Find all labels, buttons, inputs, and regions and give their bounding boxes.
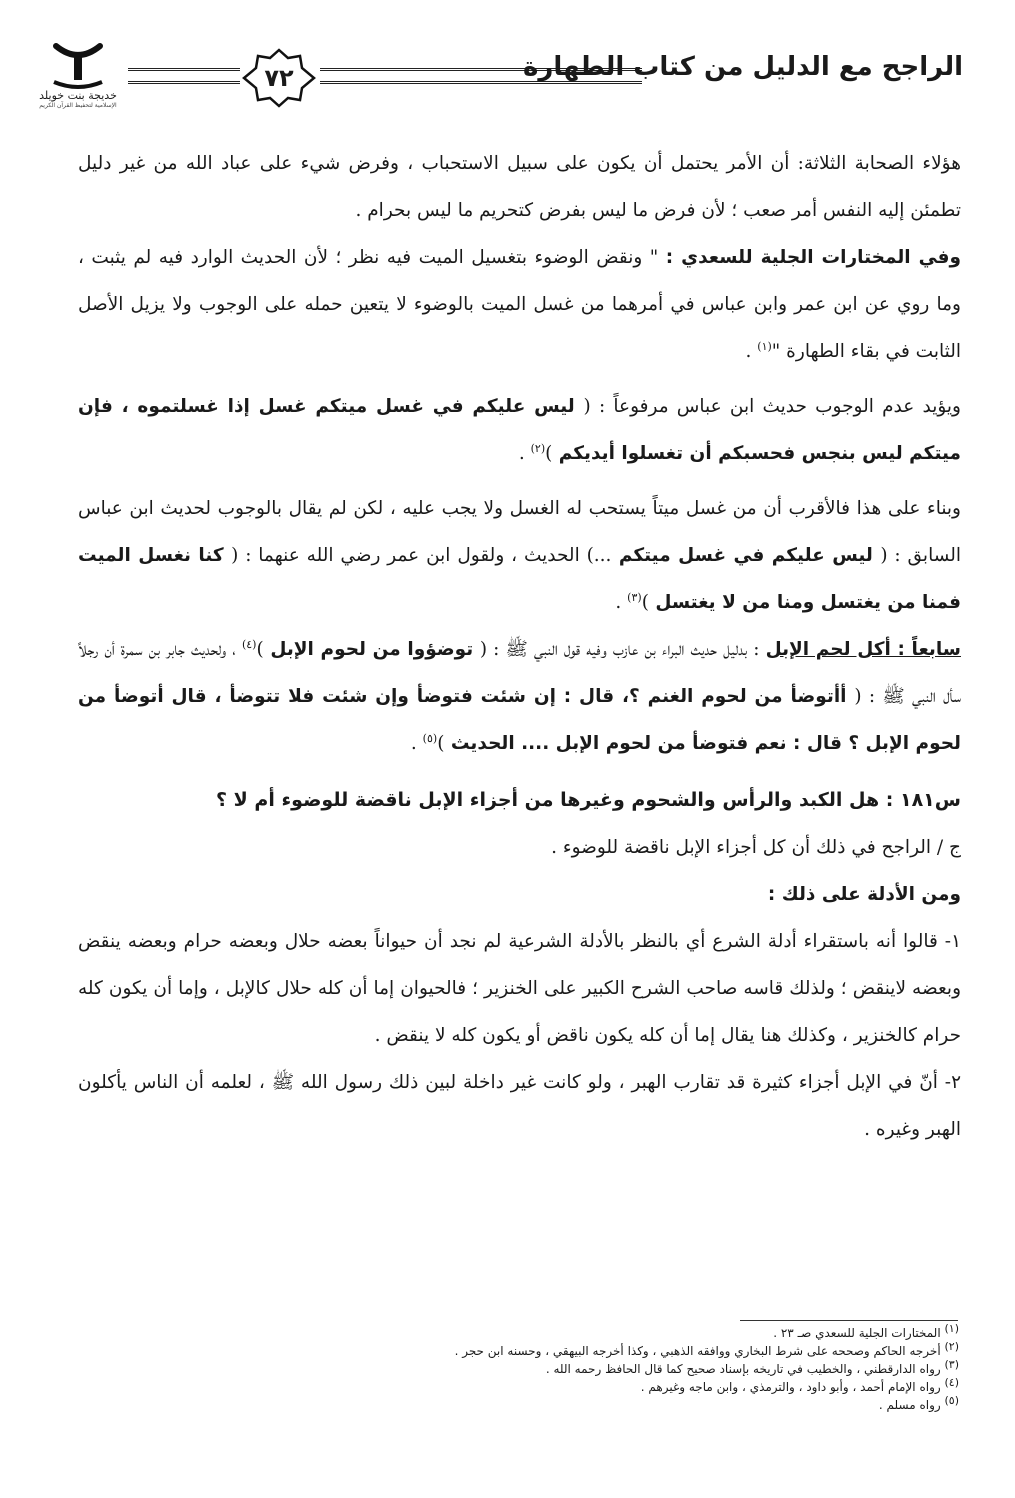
- footnote-2: [200, 1342, 959, 1360]
- evidence-heading: ومن الأدلة على ذلك :: [767, 884, 961, 905]
- paragraph-3: [78, 383, 961, 477]
- hadith-text: أأتوضأ من لحوم الغنم ؟، قال : إن شئت فتوضأ وإن شئت فلا تتوضأ ، قال أتوضأ من لحوم الإبل ؟ قال : نعم فتوضأ من لحوم الإبل .... الحديث: [78, 686, 961, 754]
- punct: ): [256, 639, 264, 660]
- footnote-number: (١): [944, 1322, 959, 1335]
- footnote-text: رواه الإمام أحمد ، وأبو داود ، والترمذي ، وابن ماجه وغيرهم .: [640, 1380, 945, 1394]
- punct: .: [410, 733, 423, 754]
- footnote-5: [200, 1396, 959, 1414]
- footnote-ref: (٥): [422, 731, 438, 745]
- paragraph-text: هؤلاء الصحابة الثلاثة: أن الأمر يحتمل أن يكون على سبيل الاستحباب ، وفرض شيء على عباد الله من غير دليل تطمئن إليه النفس أمر صعب ؛ لأن فرض ما ليس بفرض كتحريم ما ليس بحرام .: [78, 153, 961, 221]
- footnote-number: (٢): [944, 1340, 959, 1353]
- quote-text: " ونقض الوضوء بتغسيل الميت فيه نظر ؛ لأن الحديث الوارد فيه لم يثبت ، وما روي عن ابن عمر وابن عباس في أمرهما من غسل الميت بالوضوء لا يتعين حمله على الوجوب ولا يزيل الأصل الثابت في بقاء الطهارة ": [78, 247, 961, 362]
- footnote-number: (٣): [944, 1358, 959, 1371]
- footnote-text: المختارات الجلية للسعدي صـ ٢٣ .: [773, 1326, 945, 1340]
- footnote-ref: (٤): [241, 637, 257, 651]
- section-lead: سابعاً : أكل لحم الإبل: [765, 639, 961, 660]
- paragraph-2: [78, 234, 961, 375]
- footnotes: [200, 1324, 959, 1414]
- footnote-divider: [740, 1320, 958, 1321]
- footnote-ref: (٣): [627, 590, 642, 604]
- footnote-number: (٥): [944, 1394, 959, 1407]
- paragraph-4: [78, 485, 961, 626]
- logo-name: خديجة بنت خويلد: [39, 89, 117, 102]
- answer: ج / الراجح في ذلك أن كل أجزاء الإبل ناقضة للوضوء .: [551, 837, 961, 858]
- hadith-text: ليس عليكم في غسل ميتكم: [611, 545, 881, 566]
- evidence-1: ١- قالوا أنه باستقراء أدلة الشرع أي بالنظر بالأدلة الشرعية لم نجد أن حيواناً بعضه حلال وبعضه حرام وبعضه ينقض وبعضه لاينقض ؛ ولذلك قاسه صاحب الشرح الكبير على الخنزير ؛ فالحيوان إما أن كله حلال كالإبل ، وإما أن يكون كله حرام كالخنزير ، وكذلك هنا يقال إما أن كله يكون ناقض أو يكون كله لا ينقض .: [78, 931, 961, 1046]
- punct: ): [641, 592, 649, 613]
- footnote-1: [200, 1324, 959, 1342]
- main-text: [78, 140, 961, 1153]
- source-lead: وفي المختارات الجلية للسعدي :: [665, 247, 961, 268]
- footnote-text: رواه مسلم .: [878, 1398, 945, 1412]
- paragraph-1: [78, 140, 961, 234]
- paragraph-5: [78, 626, 961, 767]
- punct: ): [545, 443, 553, 464]
- evidence-2: ٢- أنّ في الإبل أجزاء كثيرة قد تقارب الهبر ، ولو كانت غير داخلة لبين ذلك رسول الله ﷺ ، لعلمه أن الناس يأكلون الهبر وغيره .: [78, 1072, 961, 1140]
- punct: .: [745, 341, 758, 362]
- hadith-text: ليس عليكم في غسل ميتكم غسل إذا غسلتموه ، فإن ميتكم ليس بنجس فحسبكم أن تغسلوا أيديكم: [78, 396, 961, 464]
- header-rule-left: [128, 68, 240, 84]
- footnote-4: [200, 1378, 959, 1396]
- paragraph-text: : بدليل حديث البراء بن عازب وفيه قول النبي ﷺ : (: [479, 639, 766, 660]
- footnote-3: [200, 1360, 959, 1378]
- footnote-text: رواه الدارقطني ، والخطيب في تاريخه بإسناد صحيح كما قال الحافظ رحمه الله .: [545, 1362, 945, 1376]
- question-heading: س١٨١ : هل الكبد والرأس والشحوم وغيرها من أجزاء الإبل ناقضة للوضوء أم لا ؟: [216, 789, 961, 811]
- punct: .: [518, 443, 531, 464]
- paragraph-text: ، ولحديث جابر بن سمرة أن رجلاً سأل النبي ﷺ : (: [78, 639, 961, 707]
- logo-emblem-icon: [48, 42, 108, 90]
- page-number-badge: [240, 48, 318, 108]
- logo-subtitle: الإسلامية لتحفيظ القرآن الكريم: [39, 102, 117, 109]
- footnote-ref: (١): [757, 339, 772, 353]
- page-header: [0, 30, 1015, 130]
- hadith-text: توضؤوا من لحوم الإبل: [263, 639, 480, 660]
- punct: .: [615, 592, 628, 613]
- paragraph-text: وبناء على هذا فالأقرب أن من غسل ميتاً يستحب له الغسل ولا يجب عليه ، لكن لم يقال بالوجوب لحديث ابن عباس السابق : (: [78, 498, 961, 566]
- footnote-ref: (٢): [530, 441, 546, 455]
- book-title: الراجح مع الدليل من كتاب الطهارة: [523, 52, 963, 82]
- paragraph-text: ويؤيد عدم الوجوب حديث ابن عباس مرفوعاً : (: [583, 396, 961, 417]
- logo: [32, 42, 124, 124]
- page-number: ٧٢: [264, 64, 294, 92]
- paragraph-text: ...) الحديث ، ولقول ابن عمر رضي الله عنهما : (: [231, 545, 612, 566]
- hadith-text: كنا نغسل الميت فمنا من يغتسل ومنا من لا يغتسل: [78, 545, 961, 613]
- punct: ): [437, 733, 445, 754]
- footnote-number: (٤): [944, 1376, 959, 1389]
- footnote-text: أخرجه الحاكم وصححه على شرط البخاري ووافقه الذهبي ، وكذا أخرجه البيهقي ، وحسنه ابن حجر .: [454, 1344, 945, 1358]
